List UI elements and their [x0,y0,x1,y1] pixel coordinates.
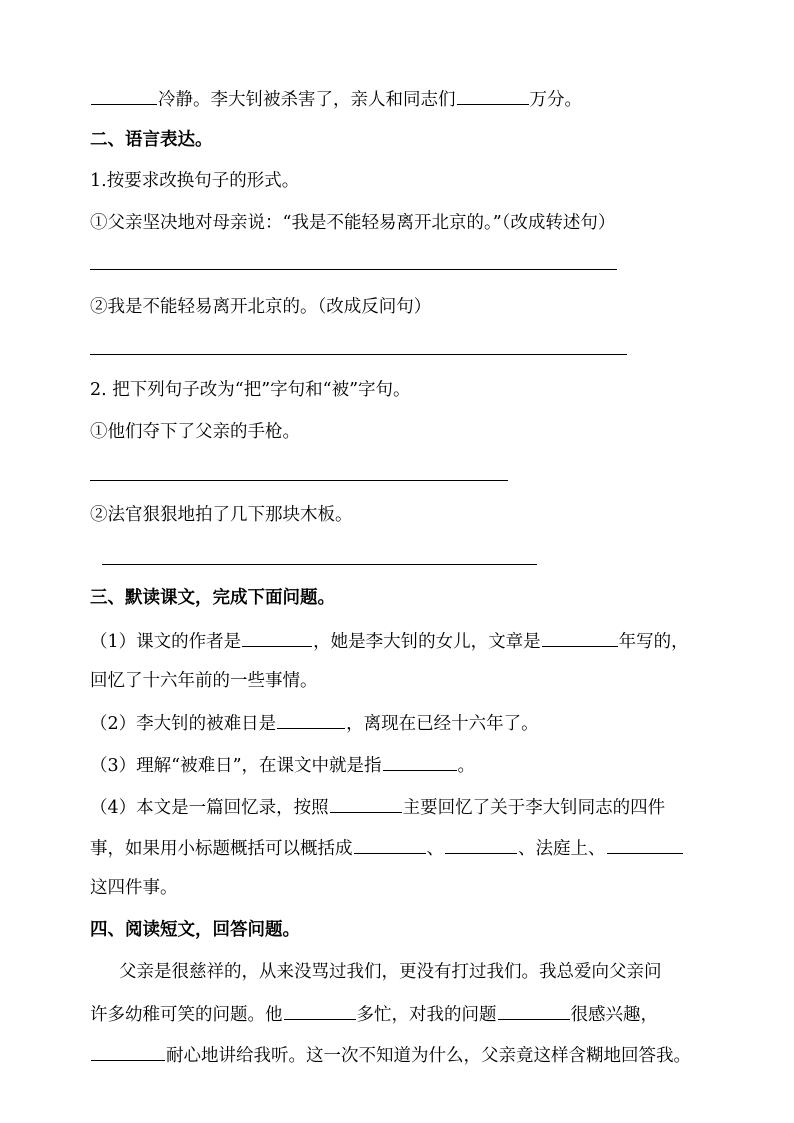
text-segment: 多忙，对我的问题 [356,1005,497,1025]
question-1-title: 1.按要求改换句子的形式。 [90,171,300,191]
text-segment: ，离现在已经十六年了。 [346,714,539,734]
answer-line-2a[interactable] [90,480,508,481]
text-segment: 年写的， [618,632,689,652]
section-4-heading: 四、阅读短文，回答问题。 [90,920,300,940]
answer-blank[interactable] [354,835,426,854]
text-segment: 冷静。李大钊被杀害了，亲人和同志们 [158,90,456,110]
item-4-line-3: 这四件事。 [90,878,178,898]
question-2a: ①他们夺下了父亲的手枪。 [90,422,300,442]
answer-blank[interactable] [457,86,529,105]
answer-line-1a[interactable] [90,269,617,270]
text-segment: 许多幼稚可笑的问题。他 [90,1005,283,1025]
answer-blank[interactable] [277,710,345,729]
answer-line-2b[interactable] [102,564,537,565]
answer-blank[interactable] [91,1042,165,1061]
answer-line-1b[interactable] [90,354,627,355]
passage-line-3 [90,1042,691,1068]
question-1a: ①父亲坚决地对母亲说：“我是不能轻易离开北京的。”（改成转述句） [90,213,616,233]
text-segment: 主要回忆了关于李大钊同志的四件 [402,798,666,818]
answer-blank[interactable] [383,752,457,771]
answer-blank[interactable] [242,628,312,647]
text-segment: 事，如果用小标题概括可以概括成 [90,839,353,859]
text-segment: 万分。 [529,90,582,110]
item-4-line-2 [90,835,684,861]
answer-blank[interactable] [91,86,157,105]
text-segment: 耐心地讲给我听。这一次不知道为什么，父亲竟这样含糊地回答我。 [166,1046,691,1066]
text-segment: 。 [457,756,476,776]
passage-line-2 [90,1001,658,1027]
answer-blank[interactable] [607,835,683,854]
question-1b: ②我是不能轻易离开北京的。（改成反问句） [90,297,432,317]
item-3 [90,752,475,778]
answer-blank[interactable] [330,794,402,813]
text-segment: 很感兴趣， [570,1005,658,1025]
text-segment: 、 [426,839,444,859]
answer-blank[interactable] [498,1001,570,1020]
item-2 [90,710,539,736]
text-segment: （4）本文是一篇回忆录，按照 [90,798,329,818]
question-2b: ②法官狠狠地拍了几下那块木板。 [90,505,353,525]
text-segment: （3）理解“被难日”，在课文中就是指 [90,756,382,776]
text-segment: （1）课文的作者是 [90,632,242,652]
text-segment: 、法庭上、 [518,839,606,859]
item-4-line-1 [90,794,665,820]
item-1-line-1 [90,628,689,654]
item-1-line-2: 回忆了十六年前的一些事情。 [90,671,318,691]
section-3-heading: 三、默读课文，完成下面问题。 [90,588,335,608]
question-2-title: 2. 把下列句子改为“把”字句和“被”字句。 [90,380,411,400]
passage-line-1: 父亲是很慈祥的，从来没骂过我们，更没有打过我们。我总爱向父亲问 [119,962,662,982]
text-segment: ，她是李大钊的女儿，文章是 [313,632,541,652]
answer-blank[interactable] [284,1001,356,1020]
text-segment: （2）李大钊的被难日是 [90,714,277,734]
answer-blank[interactable] [445,835,517,854]
section-2-heading: 二、语言表达。 [90,130,213,150]
answer-blank[interactable] [542,628,618,647]
fill-line-1 [90,86,582,112]
